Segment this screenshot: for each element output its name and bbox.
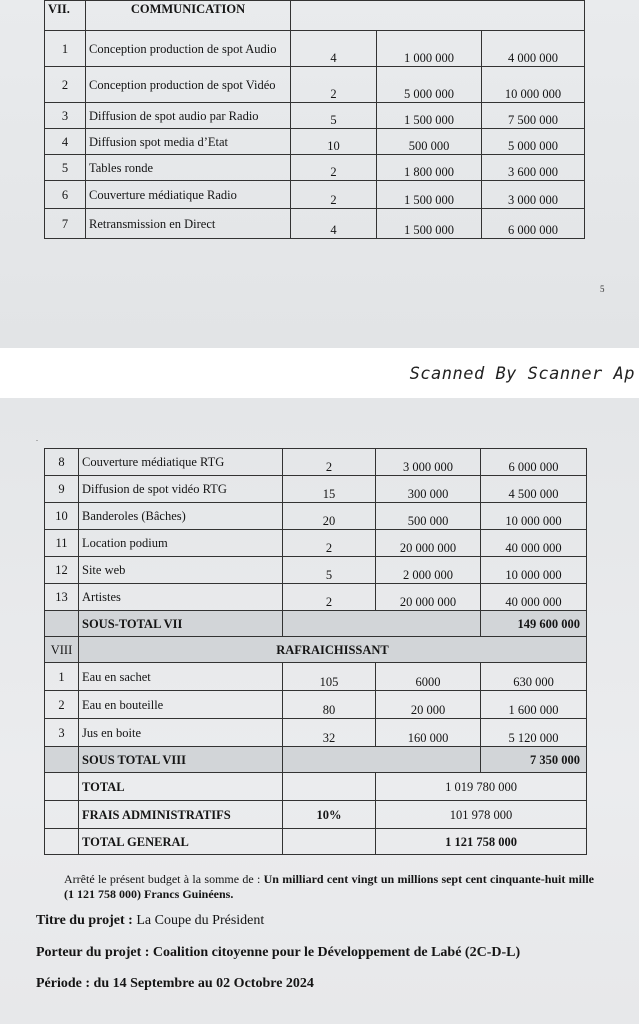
table-row <box>45 155 585 181</box>
row-total: 6 000 000 <box>482 209 585 239</box>
row-total: 6 000 000 <box>481 449 587 476</box>
row-number: 11 <box>45 530 79 557</box>
project-owner-label: Porteur du projet : <box>36 945 153 960</box>
row-quantity: 4 <box>291 209 377 239</box>
subtotal-vii-value: 149 600 000 <box>481 611 587 637</box>
row-unit-price: 6000 <box>376 663 481 691</box>
row-quantity: 4 <box>291 31 377 67</box>
row-number: 13 <box>45 584 79 611</box>
row-number: 3 <box>45 103 86 129</box>
row-total: 10 000 000 <box>481 557 587 584</box>
row-quantity: 2 <box>291 155 377 181</box>
row-unit-price: 1 500 000 <box>377 209 482 239</box>
row-unit-price: 20 000 000 <box>376 530 481 557</box>
row-number: 10 <box>45 503 79 530</box>
row-total: 40 000 000 <box>481 584 587 611</box>
table-row <box>45 584 587 611</box>
row-label: Site web <box>79 557 283 584</box>
row-unit-price: 500 000 <box>377 129 482 155</box>
budget-statement <box>64 872 594 902</box>
row-unit-price: 3 000 000 <box>376 449 481 476</box>
row-quantity: 2 <box>283 530 376 557</box>
frais-label: FRAIS ADMINISTRATIFS <box>79 801 283 829</box>
row-label: Jus en boite <box>79 719 283 747</box>
project-owner <box>36 945 520 961</box>
row-quantity: 15 <box>283 476 376 503</box>
row-total: 3 600 000 <box>482 155 585 181</box>
row-number: 9 <box>45 476 79 503</box>
table-row <box>45 530 587 557</box>
subtotal-vii-label: SOUS-TOTAL VII <box>79 611 283 637</box>
row-total: 4 000 000 <box>482 31 585 67</box>
project-owner-value: Coalition citoyenne pour le Développement de Labé (2C-D-L) <box>152 945 521 960</box>
row-label: Diffusion de spot audio par Radio <box>86 103 291 129</box>
row-label: Banderoles (Bâches) <box>79 503 283 530</box>
row-total: 1 600 000 <box>481 691 587 719</box>
row-number: 7 <box>45 209 86 239</box>
row-total: 3 000 000 <box>482 181 585 209</box>
row-quantity: 2 <box>291 67 377 103</box>
communication-table <box>44 0 585 239</box>
table-row <box>45 209 585 239</box>
statement-amount: Un milliard cent vingt un millions sept cent cinquante-huit mille (1 121 758 000) Francs Guinéens. <box>64 872 594 901</box>
row-unit-price: 160 000 <box>376 719 481 747</box>
row-quantity: 20 <box>283 503 376 530</box>
row-label: Location podium <box>79 530 283 557</box>
row-total: 10 000 000 <box>482 67 585 103</box>
row-label: Conception production de spot Audio <box>86 31 291 67</box>
subtotal-viii-value: 7 350 000 <box>481 747 587 773</box>
row-label: Diffusion de spot vidéo RTG <box>79 476 283 503</box>
project-period-value: du 14 Septembre au 02 Octobre 2024 <box>93 976 314 991</box>
row-unit-price: 20 000 <box>376 691 481 719</box>
row-quantity: 2 <box>283 584 376 611</box>
row-quantity: 2 <box>291 181 377 209</box>
row-total: 5 120 000 <box>481 719 587 747</box>
row-number: 1 <box>45 663 79 691</box>
scanned-page-top <box>0 0 639 348</box>
row-total: 7 500 000 <box>482 103 585 129</box>
table-row <box>45 663 587 691</box>
project-period-label: Période : <box>36 976 94 991</box>
table-row <box>45 31 585 67</box>
page-number: 5 <box>600 284 605 294</box>
table-row <box>45 129 585 155</box>
row-unit-price: 20 000 000 <box>376 584 481 611</box>
scanner-watermark: Scanned By Scanner Ap <box>409 364 635 384</box>
row-total: 40 000 000 <box>481 530 587 557</box>
row-quantity: 10 <box>291 129 377 155</box>
table-row <box>45 449 587 476</box>
row-label: Couverture médiatique RTG <box>79 449 283 476</box>
row-quantity: 5 <box>283 557 376 584</box>
row-number: 2 <box>45 691 79 719</box>
row-label: Artistes <box>79 584 283 611</box>
row-label: Couverture médiatique Radio <box>86 181 291 209</box>
budget-table <box>44 448 587 855</box>
row-label: Conception production de spot Vidéo <box>86 67 291 103</box>
row-number: 6 <box>45 181 86 209</box>
project-period <box>36 976 314 992</box>
table-row <box>45 476 587 503</box>
section-viii-title: RAFRAICHISSANT <box>79 637 587 663</box>
table-row <box>45 691 587 719</box>
row-label: Retransmission en Direct <box>86 209 291 239</box>
project-title <box>36 913 264 929</box>
row-label: Diffusion spot media d’Etat <box>86 129 291 155</box>
subtotal-viii-label: SOUS TOTAL VIII <box>79 747 283 773</box>
row-label: Tables ronde <box>86 155 291 181</box>
row-quantity: 2 <box>283 449 376 476</box>
row-unit-price: 5 000 000 <box>377 67 482 103</box>
row-number: 1 <box>45 31 86 67</box>
row-total: 10 000 000 <box>481 503 587 530</box>
row-number: 8 <box>45 449 79 476</box>
section-viii-number: VIII <box>45 637 79 663</box>
row-unit-price: 1 500 000 <box>377 103 482 129</box>
table-row <box>45 719 587 747</box>
table-row <box>45 67 585 103</box>
project-title-label: Titre du projet : <box>36 913 137 928</box>
frais-percent: 10% <box>283 801 376 829</box>
total-label: TOTAL <box>79 773 283 801</box>
row-number: 12 <box>45 557 79 584</box>
row-quantity: 5 <box>291 103 377 129</box>
total-general-label: TOTAL GENERAL <box>79 829 283 855</box>
row-total: 4 500 000 <box>481 476 587 503</box>
row-unit-price: 1 800 000 <box>377 155 482 181</box>
project-title-value: La Coupe du Président <box>136 913 265 928</box>
frais-value: 101 978 000 <box>376 801 587 829</box>
section-title: COMMUNICATION <box>86 1 291 31</box>
table-row <box>45 503 587 530</box>
section-number: VII. <box>45 1 86 31</box>
table-row <box>45 103 585 129</box>
row-unit-price: 300 000 <box>376 476 481 503</box>
row-unit-price: 2 000 000 <box>376 557 481 584</box>
row-total: 630 000 <box>481 663 587 691</box>
table-row <box>45 181 585 209</box>
total-value: 1 019 780 000 <box>376 773 587 801</box>
table-row <box>45 557 587 584</box>
row-unit-price: 500 000 <box>376 503 481 530</box>
row-unit-price: 1 500 000 <box>377 181 482 209</box>
row-unit-price: 1 000 000 <box>377 31 482 67</box>
total-general-value: 1 121 758 000 <box>376 829 587 855</box>
row-quantity: 32 <box>283 719 376 747</box>
row-number: 5 <box>45 155 86 181</box>
row-number: 4 <box>45 129 86 155</box>
row-number: 2 <box>45 67 86 103</box>
statement-prefix: Arrêté le présent budget à la somme de : <box>64 872 264 886</box>
row-total: 5 000 000 <box>482 129 585 155</box>
row-label: Eau en sachet <box>79 663 283 691</box>
row-quantity: 105 <box>283 663 376 691</box>
row-number: 3 <box>45 719 79 747</box>
row-label: Eau en bouteille <box>79 691 283 719</box>
row-quantity: 80 <box>283 691 376 719</box>
